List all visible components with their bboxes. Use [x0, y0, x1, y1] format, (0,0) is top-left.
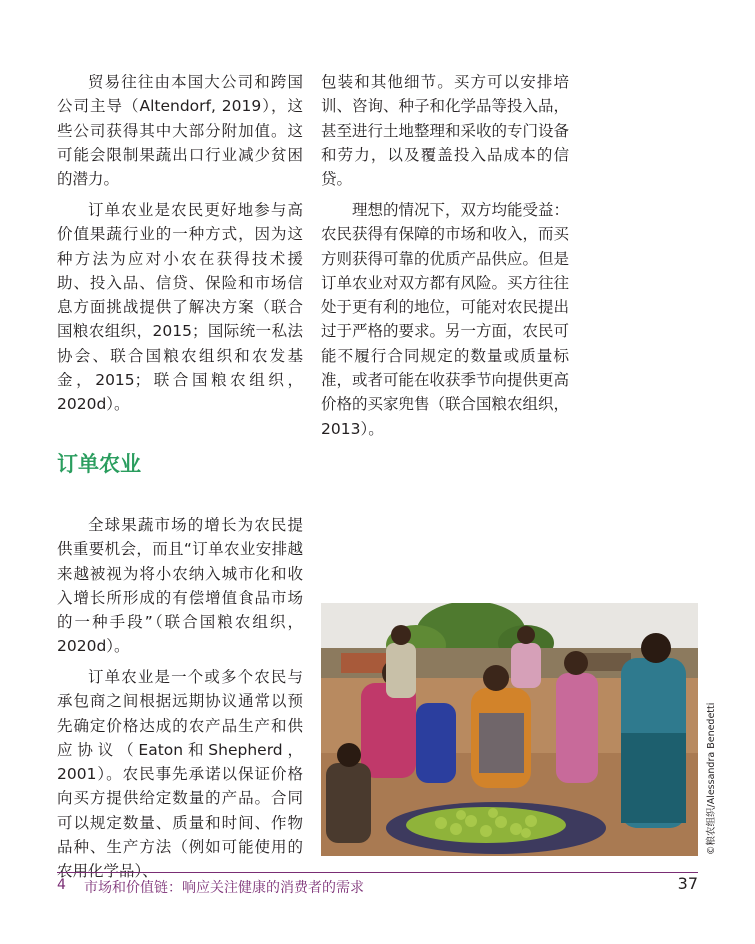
body-paragraph: 全球果蔬市场的增长为农民提供重要机会，而且“订单农业安排越来越被视为将小农纳入城市化和收入增长所形成的有偿增值食品市场的一种手段”（联合国粮农组织，2020d）。	[57, 516, 303, 656]
body-paragraph: 包装和其他细节。买方可以安排培训、咨询、种子和化学品等投入品，甚至进行土地整理和采收的专门设备和劳力，以及覆盖投入品成本的信贷。	[321, 73, 570, 189]
page-number: 37	[677, 874, 698, 893]
market-photo	[321, 603, 698, 856]
section-heading: 订单农业	[57, 452, 141, 476]
photo-credit: ©粮农组织/Alessandra Benedetti	[706, 702, 717, 855]
body-paragraph: 贸易往往由本国大公司和跨国公司主导（Altendorf, 2019），这些公司获得其中大部分附加值。这可能会限制果蔬出口行业减少贫困的潜力。	[57, 73, 303, 189]
chapter-title: 市场和价值链：响应关注健康的消费者的需求	[84, 880, 364, 896]
footer-divider	[57, 872, 698, 873]
chapter-number: 4	[57, 877, 66, 893]
body-paragraph: 理想的情况下，双方均能受益：农民获得有保障的市场和收入，而买方则获得可靠的优质产品供应。但是订单农业对双方都有风险。买方往往处于更有利的地位，可能对农民提出过于严格的要求。另一方面，农民可能不履行合同规定的数量或质量标准，或者可能在收获季节向提供更高价格的买家兜售（联合国粮农组织，2013）。	[321, 201, 570, 438]
body-paragraph: 订单农业是一个或多个农民与承包商之间根据远期协议通常以预先确定价格达成的农产品生产和供应协议（Eaton和Shepherd，2001）。农民事先承诺以保证价格向买方提供给定数量的产品。合同可以规定数量、质量和时间、作物品种、生产方法（例如可能使用的农用化学品）、	[57, 668, 303, 881]
body-paragraph: 订单农业是农民更好地参与高价值果蔬行业的一种方式，因为这种方法为应对小农在获得技术援助、投入品、信贷、保险和市场信息方面挑战提供了解决方案（联合国粮农组织，2015；国际统一私法协会、联合国粮农组织和农发基金，2015；联合国粮农组织，2020d）。	[57, 201, 303, 414]
